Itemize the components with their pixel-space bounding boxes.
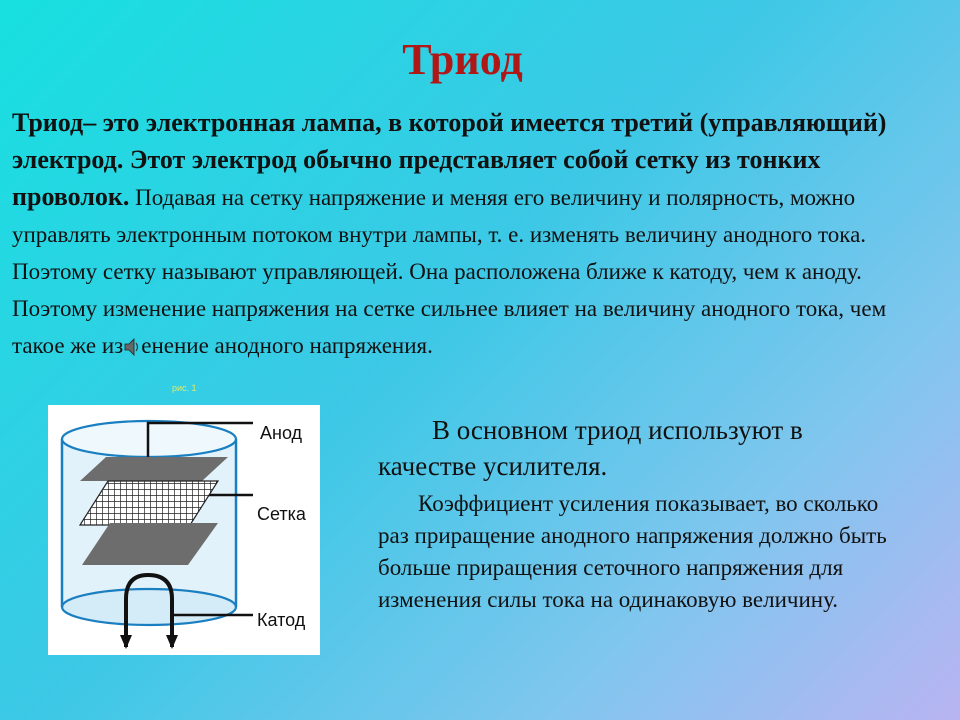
label-anode: Анод [260, 423, 303, 443]
triode-diagram [48, 405, 320, 655]
speaker-icon[interactable] [124, 336, 140, 358]
intro-explanation-b: енение анодного напряжения. [141, 333, 433, 358]
label-cathode: Катод [257, 610, 306, 630]
usage-paragraph: В основном триод используют в качестве усилителя. [378, 415, 803, 481]
intro-definition: Триод– это электронная лампа, в которой имеется третий (управляющий) электрод. Этот электрод обычно представляет собой сетку из тонких проволок. [12, 108, 887, 211]
usage-text [378, 412, 898, 616]
anode-plate [80, 457, 228, 481]
intro-paragraph [12, 104, 917, 363]
label-grid: Сетка [257, 504, 306, 524]
triode-diagram-svg [48, 405, 320, 655]
gain-paragraph: Коэффициент усиления показывает, во сколько раз приращение анодного напряжения должно быть больше приращения сеточного напряжения для изменения силы тока на одинаковую величину. [378, 491, 887, 612]
figure-caption: рис. 1 [172, 383, 197, 393]
intro-explanation-a: Подавая на сетку напряжение и меняя его величину и полярность, можно управлять электронным потоком внутри лампы, т. е. изменять величину анодного тока. Поэтому сетку называют управляющей. Она расположена ближе к катоду, чем к аноду. Поэтому изменение напряжения на сетке сильнее влияет на величину анодного тока, чем такое же из [12, 185, 887, 358]
slide-title: Триод [402, 35, 523, 84]
